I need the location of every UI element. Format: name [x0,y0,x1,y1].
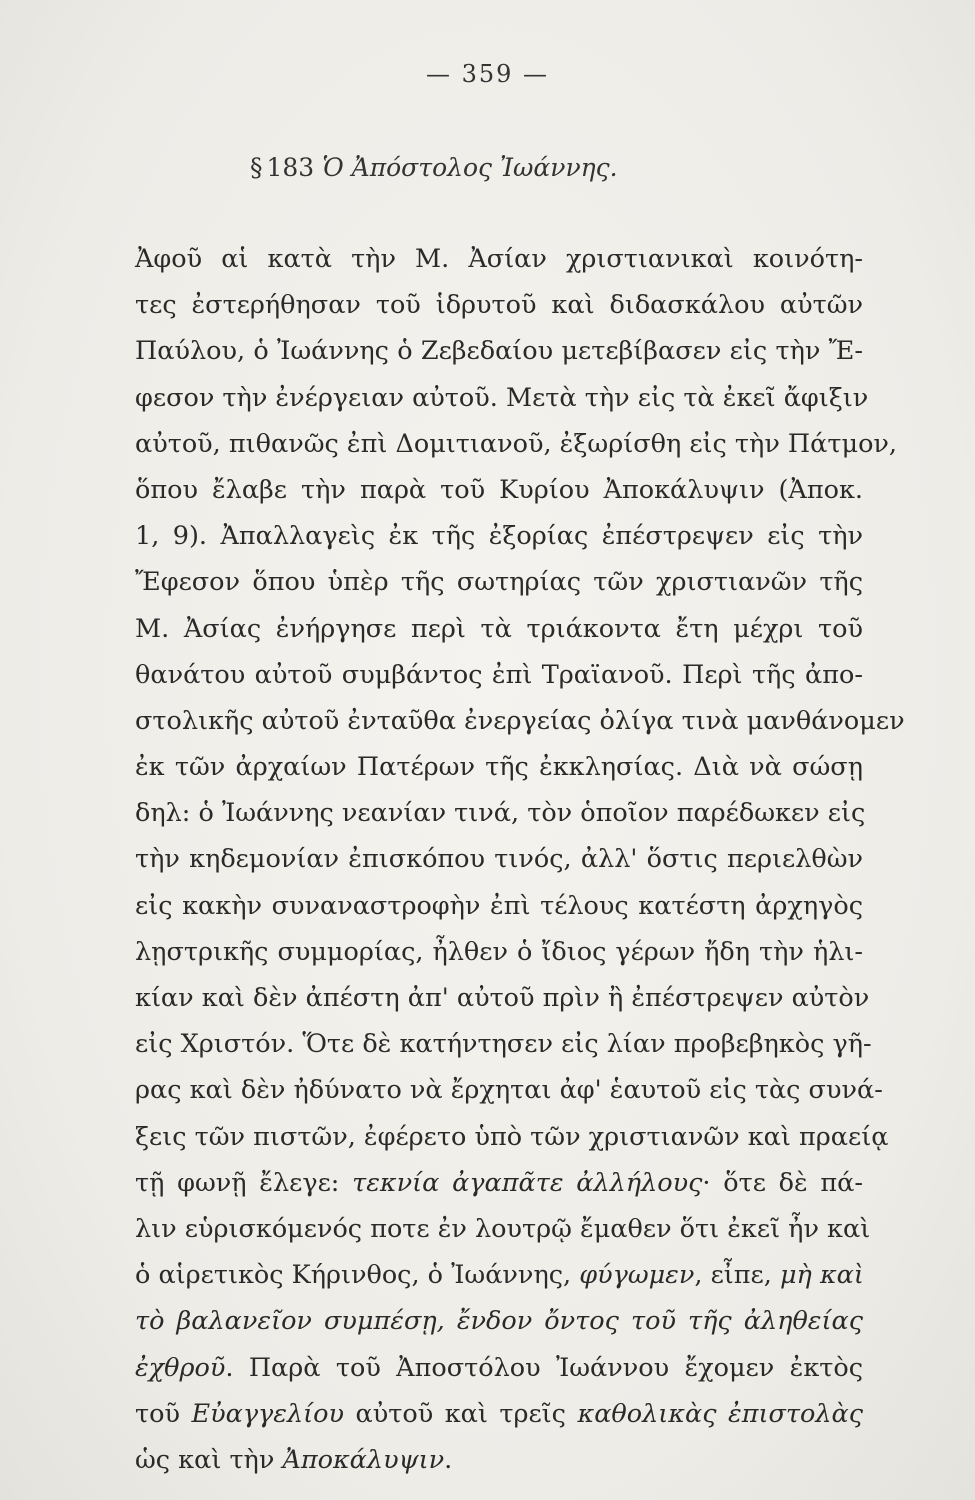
text-line [135,790,866,836]
text-segment: εἰς Χριστόν. Ὅτε δὲ κατήντησεν εἰς λίαν προβεβηκὸς γῆ- [135,1029,872,1060]
text-segment: ὡς καὶ τὴν [135,1444,283,1475]
text-line [135,1252,863,1298]
text-segment: 1, 9). Ἀπαλλαγεὶς ἐκ τῆς ἐξορίας ἐπέστρεψεν εἰς τὴν [135,521,863,552]
text-line [135,698,905,744]
text-segment: . [444,1444,453,1475]
text-line [135,1298,863,1344]
text-line [135,1437,863,1483]
text-line [135,1206,871,1252]
italic-text: μὴ καὶ [779,1260,864,1291]
italic-text: καθολικὰς ἐπιστολὰς [577,1398,863,1429]
text-segment: θανάτου αὐτοῦ συμβάντος ἐπὶ Τραϊανοῦ. Περὶ τῆς ἀπο- [135,659,863,690]
text-line [135,975,870,1021]
italic-text: Ἀποκάλυψιν [282,1444,445,1475]
text-line [135,1391,863,1437]
section-symbol: § [250,153,263,182]
text-segment: ὅπου ἔλαβε τὴν παρὰ τοῦ Κυρίου Ἀποκάλυψιν (Ἀποκ. [135,474,863,505]
text-line [135,467,863,513]
text-line [135,559,863,605]
text-segment: τὴν κηδεμονίαν ἐπισκόπου τινός, ἀλλ' ὅστις περιελθὼν [135,844,863,875]
italic-text: ἐχθροῦ [135,1352,226,1383]
text-segment: τῇ φωνῇ ἔλεγε: [135,1167,353,1198]
text-segment: Μ. Ἀσίας ἐνήργησε περὶ τὰ τριάκοντα ἔτη μέχρι τοῦ [135,613,863,644]
body-text [135,236,905,1483]
text-line [135,1067,883,1113]
text-segment: αὐτοῦ καὶ τρεῖς [344,1398,578,1429]
text-segment: ἐκ τῶν ἀρχαίων Πατέρων τῆς ἐκκλησίας. Διὰ νὰ σώσῃ [135,752,863,783]
text-line [135,282,863,328]
text-line [135,1345,863,1391]
text-line [135,421,898,467]
text-line [135,883,863,929]
italic-text: Εὐαγγελίου [191,1398,344,1429]
text-segment: τοῦ [135,1398,192,1429]
text-segment: τες ἐστερήθησαν τοῦ ἱδρυτοῦ καὶ διδασκάλου αὐτῶν [135,290,863,321]
text-line [135,1160,863,1206]
text-segment: Παύλου, ὁ Ἰωάννης ὁ Ζεβεδαίου μετεβίβασεν εἰς τὴν Ἔ- [135,336,863,367]
text-line [135,1114,889,1160]
text-segment: ξεις τῶν πιστῶν, ἐφέρετο ὑπὸ τῶν χριστιανῶν καὶ πραείᾳ [135,1121,889,1152]
text-segment: εἰς κακὴν συναναστροφὴν ἐπὶ τέλους κατέστη ἀρχηγὸς [135,890,863,921]
section-number: 183 [266,153,315,182]
text-line [135,1021,872,1067]
text-segment: δηλ: ὁ Ἰωάννης νεανίαν τινά, τὸν ὁποῖον παρέδωκεν εἰς [135,798,866,829]
text-segment: λῃστρικῆς συμμορίας, ἦλθεν ὁ ἴδιος γέρων ἤδη τὴν ἡλι- [135,936,863,967]
italic-text: τὸ βαλανεῖον συμπέσῃ, ἔνδον ὄντος τοῦ τῆς ἀληθείας [135,1306,863,1337]
text-segment: φεσον τὴν ἐνέργειαν αὐτοῦ. Μετὰ τὴν εἰς τὰ ἐκεῖ ἄφιξιν [135,382,869,413]
text-segment: Ἀφοῦ αἱ κατὰ τὴν Μ. Ἀσίαν χριστιανικαὶ κοινότη- [135,244,863,274]
text-segment: ρας καὶ δὲν ἠδύνατο νὰ ἔρχηται ἀφ' ἑαυτοῦ εἰς τὰς συνά- [135,1075,883,1106]
text-line [135,375,869,421]
text-segment: ὁ αἱρετικὸς Κήρινθος, ὁ Ἰωάννης, [135,1260,580,1291]
italic-text: τεκνία ἀγαπᾶτε ἀλλήλους [352,1167,703,1198]
text-segment: αὐτοῦ, πιθανῶς ἐπὶ Δομιτιανοῦ, ἐξωρίσθη εἰς τὴν Πάτμον, [135,428,898,459]
text-segment: · ὅτε δὲ πά- [702,1167,863,1198]
text-segment: στολικῆς αὐτοῦ ἐνταῦθα ἐνεργείας ὀλίγα τινὰ μανθάνομεν [135,705,905,736]
text-segment: Ἔφεσον ὅπου ὑπὲρ τῆς σωτηρίας τῶν χριστιανῶν τῆς [135,567,863,598]
text-segment: . Παρὰ τοῦ Ἀποστόλου Ἰωάννου ἔχομεν ἐκτὸς [225,1352,863,1383]
page-number: — 359 — [425,60,550,88]
text-line [135,606,863,652]
italic-text: φύγωμεν [579,1260,695,1291]
text-line [135,929,863,975]
text-line [135,328,863,374]
text-line [135,836,863,882]
text-line [135,652,863,698]
text-segment: , εἶπε, [694,1260,780,1291]
text-segment: κίαν καὶ δὲν ἀπέστη ἀπ' αὐτοῦ πρὶν ἢ ἐπέστρεψεν αὐτὸν [135,983,870,1013]
text-segment: λιν εὑρισκόμενός ποτε ἐν λουτρῷ ἔμαθεν ὅτι ἐκεῖ ἦν καὶ [135,1213,871,1244]
text-line [135,744,863,790]
text-line [135,513,863,559]
text-line [135,236,863,282]
section-heading [250,153,618,182]
section-title: Ὁ Ἀπόστολος Ἰωάννης. [322,153,618,182]
